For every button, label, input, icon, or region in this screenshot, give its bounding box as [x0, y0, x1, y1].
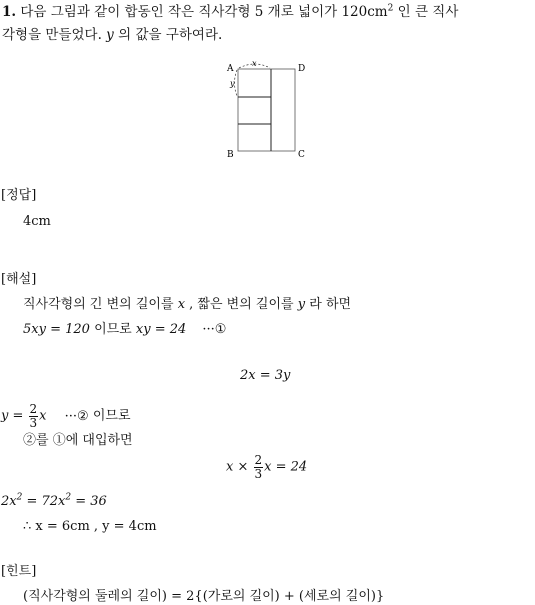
equation-3-mark: ···②	[64, 408, 89, 424]
equation-3-var: x	[39, 408, 47, 424]
label-a: A	[227, 64, 234, 74]
equation-5-b: = 72x	[22, 494, 66, 509]
problem-exponent: 2	[387, 3, 394, 14]
label-b: B	[227, 150, 234, 160]
problem-line-2	[2, 27, 222, 43]
hint-header: [힌트]	[1, 564, 37, 579]
explanation-line-1	[23, 297, 351, 313]
fraction-numerator: 2	[29, 402, 38, 416]
y-brace	[235, 70, 238, 96]
big-rectangle	[238, 69, 295, 151]
equation-1-mark: ···①	[202, 322, 227, 337]
fraction-denominator: 3	[29, 415, 38, 430]
label-d: D	[298, 64, 306, 74]
problem-line-1	[2, 4, 458, 20]
explanation-text-1a: 직사각형의 긴 변의 길이를	[23, 297, 174, 312]
equation-5-a: 2x	[1, 494, 17, 509]
answer-header: [정답]	[1, 188, 37, 203]
problem-text-1-end: 인 큰 직사	[397, 4, 459, 20]
equation-2: 2x = 3y	[240, 368, 291, 383]
fraction-2-denominator: 3	[254, 466, 263, 481]
equation-4-right: x = 24	[264, 459, 308, 475]
label-y: y	[230, 79, 235, 88]
equation-3-text: 이므로	[92, 408, 131, 424]
equation-4	[226, 454, 307, 480]
equation-1-right: xy = 24	[135, 322, 187, 337]
equation-5	[1, 494, 107, 510]
fraction-two-thirds-2	[254, 454, 264, 480]
fraction-two-thirds	[29, 403, 39, 429]
explanation-header: [해설]	[1, 272, 37, 287]
equation-4-left: x ×	[226, 459, 249, 475]
explanation-text-1b: , 짧은 변의 길이를	[189, 297, 294, 312]
problem-number: 1.	[2, 4, 17, 20]
equation-5-c: = 36	[71, 494, 107, 509]
equation-5-sup-2: 2	[65, 492, 72, 503]
rectangle-figure	[226, 58, 312, 160]
explanation-var-x: x	[177, 297, 186, 312]
equation-3-lhs: y =	[1, 408, 24, 424]
hint-text: (직사각형의 둘레의 길이) = 2{(가로의 길이) + (세로의 길이)}	[23, 589, 385, 604]
equation-5-sup-1: 2	[16, 492, 23, 503]
problem-var-y: y	[106, 27, 114, 43]
explanation-var-y: y	[297, 297, 306, 312]
equation-1	[23, 322, 226, 338]
equation-3	[1, 403, 131, 429]
problem-text-2b: 의 값을 구하여라.	[118, 27, 223, 43]
label-c: C	[298, 150, 305, 160]
substitution-line: ②를 ①에 대입하면	[23, 433, 133, 448]
equation-1-text: 이므로	[94, 322, 132, 337]
problem-text-2a: 각형을 만들었다.	[2, 27, 102, 43]
equation-1-left: 5xy = 120	[23, 322, 90, 337]
explanation-text-1c: 라 하면	[309, 297, 352, 312]
fraction-2-numerator: 2	[254, 453, 263, 467]
problem-text-1: 다음 그림과 같이 합동인 작은 직사각형 5 개로 넓이가 120cm	[20, 4, 388, 20]
answer-value: 4cm	[23, 214, 51, 229]
label-x: x	[252, 59, 257, 68]
conclusion-line: ∴ x = 6cm , y = 4cm	[23, 519, 157, 534]
